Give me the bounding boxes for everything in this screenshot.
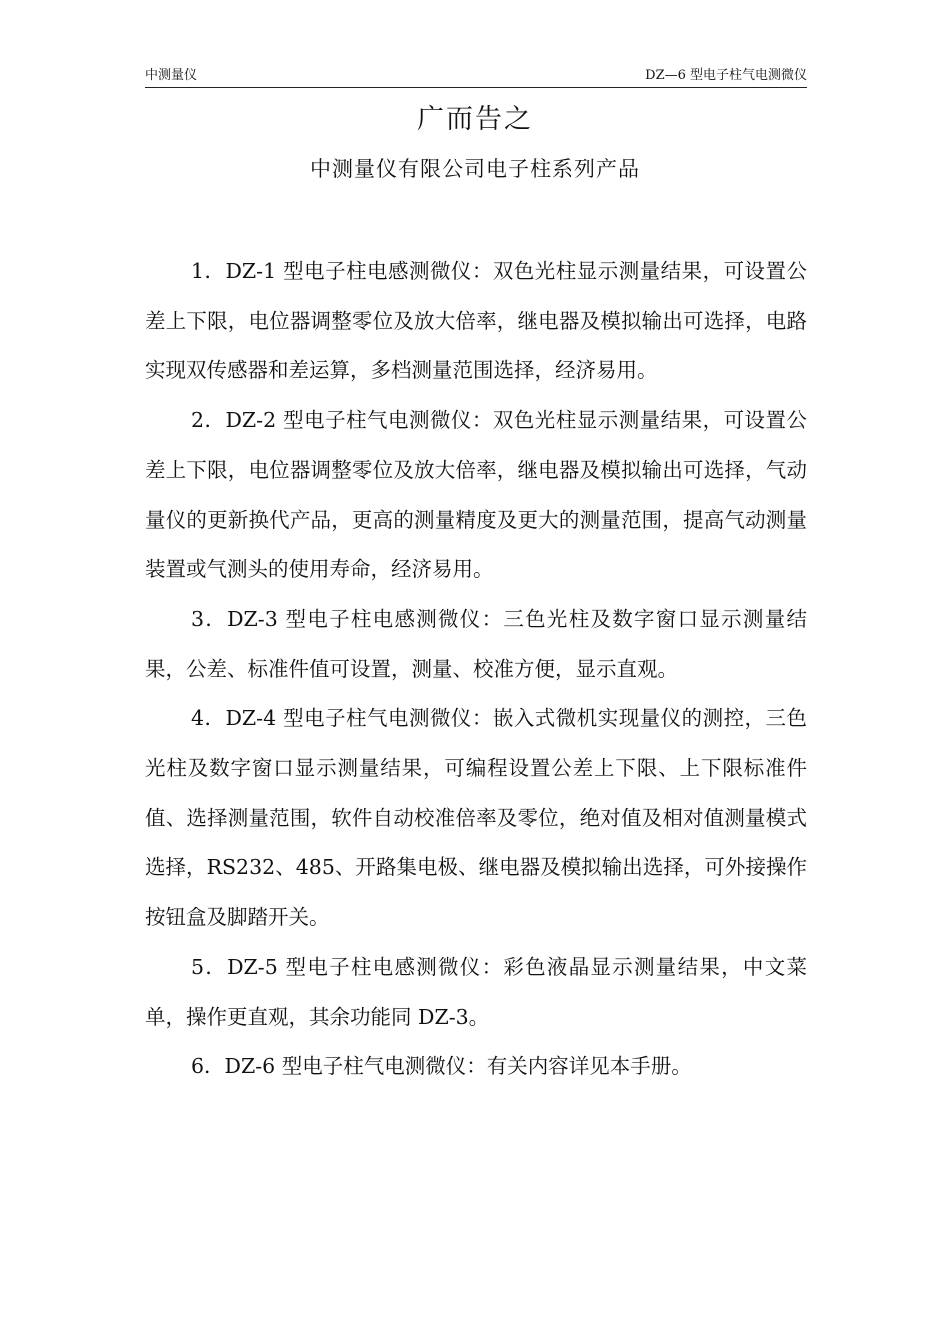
product-item-dz2: 2．DZ-2 型电子柱气电测微仪：双色光柱显示测量结果，可设置公差上下限，电位器调整零位及放大倍率，继电器及模拟输出可选择，气动量仪的更新换代产品，更高的测量精度及更大的测量范围，提高气动测量装置或气测头的使用寿命，经济易用。 [145, 408, 807, 582]
product-item-dz4: 4．DZ-4 型电子柱气电测微仪：嵌入式微机实现量仪的测控，三色光柱及数字窗口显示测量结果，可编程设置公差上下限、上下限标准件值、选择测量范围，软件自动校准倍率及零位，绝对值及相对值测量模式选择，RS232、485、开路集电极、继电器及模拟输出选择，可外接操作按钮盒及脚踏开关。 [145, 706, 807, 930]
header-company-name: 中测量仪 [145, 68, 198, 83]
product-item-dz5: 5．DZ-5 型电子柱电感测微仪：彩色液晶显示测量结果，中文菜单，操作更直观，其余功能同 DZ-3。 [145, 954, 807, 1029]
product-item-dz1: 1．DZ-1 型电子柱电感测微仪：双色光柱显示测量结果，可设置公差上下限，电位器调整零位及放大倍率，继电器及模拟输出可选择，电路实现双传感器和差运算，多档测量范围选择，经济易用。 [145, 259, 807, 383]
header-product-name: DZ—6 型电子柱气电测微仪 [645, 68, 807, 83]
product-item-dz6: 6．DZ-6 型电子柱气电测微仪：有关内容详见本手册。 [191, 1054, 692, 1079]
product-item-dz3: 3．DZ-3 型电子柱电感测微仪：三色光柱及数字窗口显示测量结果，公差、标准件值可设置，测量、校准方便，显示直观。 [145, 606, 807, 681]
page-subtitle: 中测量仪有限公司电子柱系列产品 [310, 157, 640, 181]
product-list [145, 247, 807, 1092]
running-header [145, 67, 807, 88]
page-title: 广而告之 [417, 104, 533, 135]
